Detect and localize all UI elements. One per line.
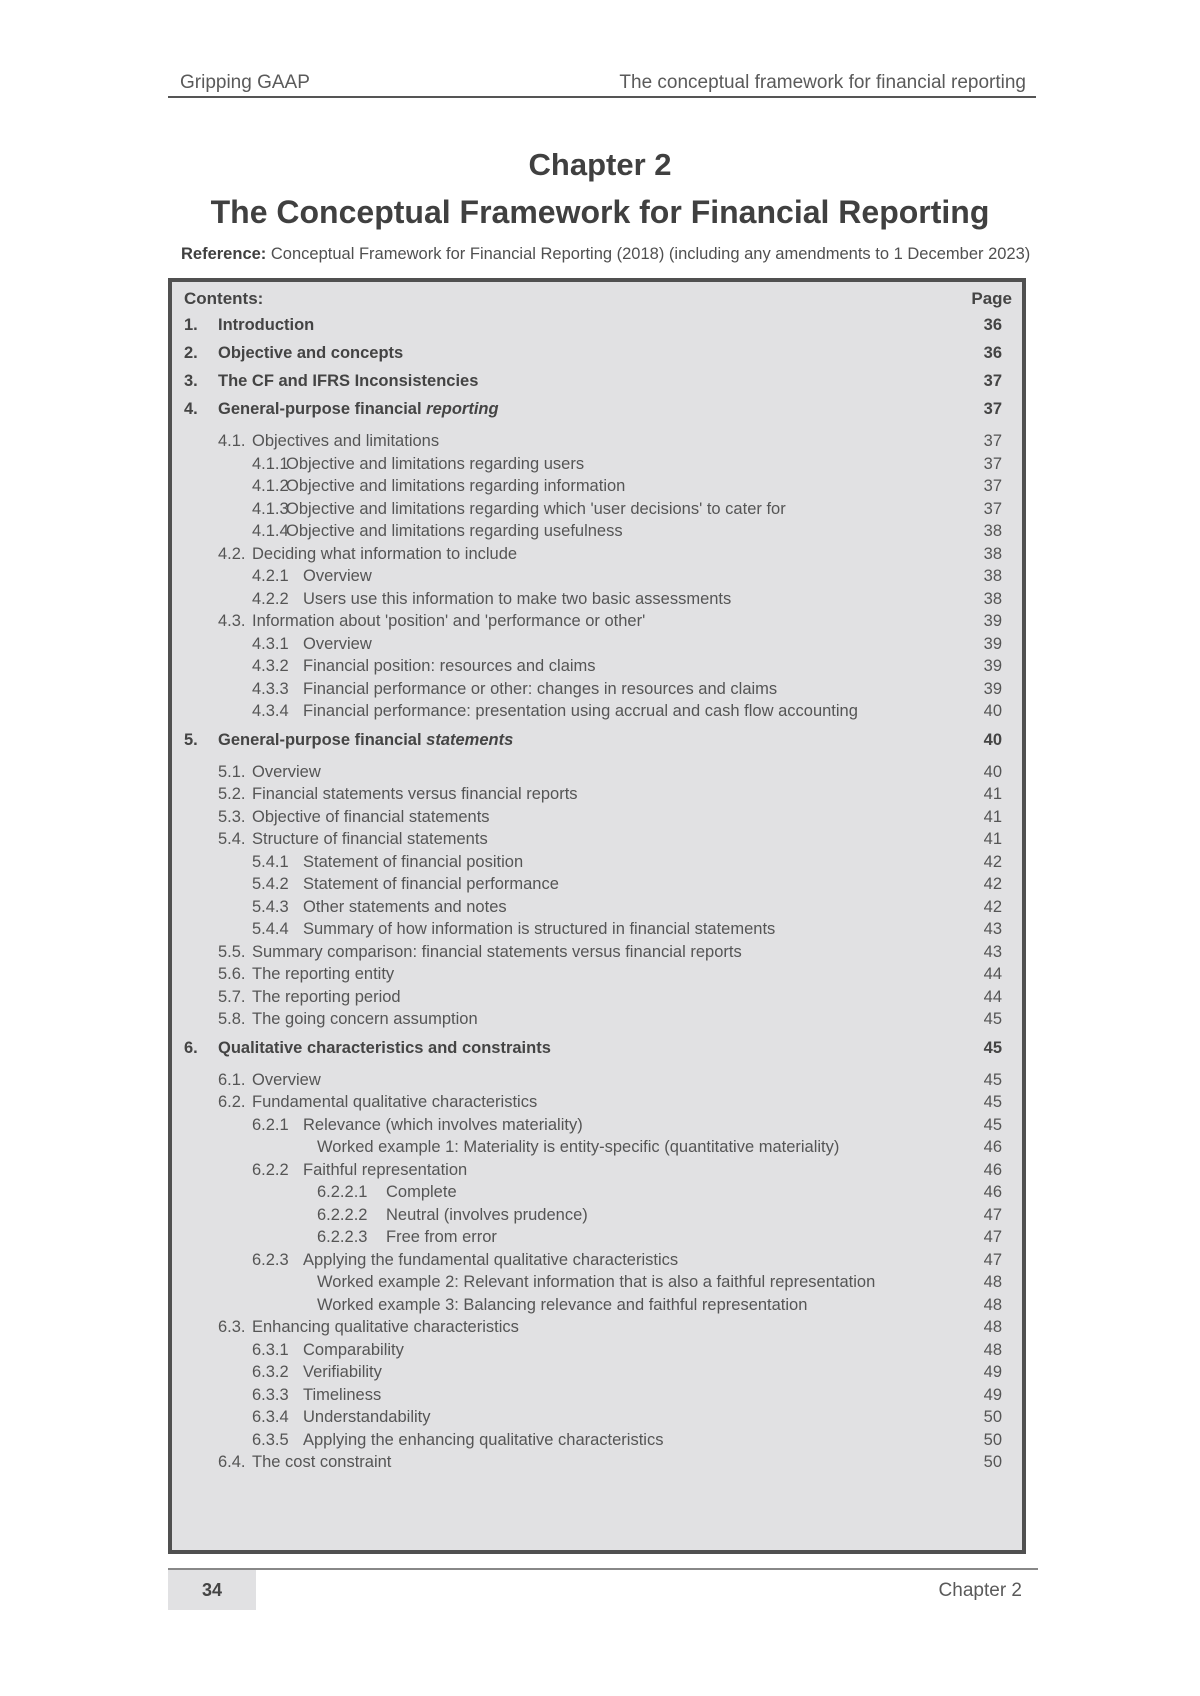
toc-entry-title [252, 1091, 537, 1113]
toc-entry-page: 36 [983, 316, 1002, 334]
contents-heading: Contents: [184, 289, 264, 308]
toc-entry-number: 5. [184, 730, 198, 749]
toc-entry-title-text: Financial performance or other: changes in resources and claims [303, 679, 778, 698]
toc-entry-number: 4.3.2 [252, 657, 289, 675]
toc-entry-title-text: Worked example 2: Relevant information that is also a faithful representation [317, 1273, 876, 1291]
toc-entry-title [386, 1226, 497, 1248]
toc-entry-title [317, 1294, 807, 1316]
toc-entry-title-text: Introduction [218, 316, 315, 334]
toc-entry-number: 5.4. [218, 830, 246, 848]
toc-entry-title-text: Objective and limitations regarding which 'user decisions' to cater for [286, 499, 786, 518]
toc-entry [172, 370, 1022, 392]
toc-entry-page: 45 [983, 1070, 1002, 1089]
toc-entry-number: 6.2.1 [252, 1115, 289, 1134]
toc-entry [172, 1249, 1022, 1271]
toc-entry [172, 963, 1022, 985]
toc-entry [172, 761, 1022, 783]
toc-entry-title-text: Verifiability [303, 1363, 382, 1381]
toc-entry-title-text: General-purpose financial [218, 400, 422, 418]
toc-entry-page: 37 [983, 477, 1002, 495]
toc-entry-title-text: Timeliness [303, 1385, 382, 1404]
toc-entry-title-text: Financial statements versus financial reports [252, 785, 578, 803]
toc-entry-page: 38 [983, 567, 1002, 585]
toc-entry-number: 6.3.5 [252, 1430, 289, 1449]
toc-entry [172, 873, 1022, 895]
toc-entry [172, 1204, 1022, 1226]
toc-entry [172, 1271, 1022, 1293]
toc-entry-number: 4.1.2 [252, 477, 289, 495]
toc-entry-page: 36 [983, 344, 1002, 362]
toc-entry-number: 6.3.1 [252, 1340, 289, 1359]
toc-entry-page: 39 [983, 657, 1002, 675]
page-column-heading: Page [971, 289, 1012, 308]
toc-entry [172, 1339, 1022, 1361]
footer-chapter: Chapter 2 [938, 1580, 1022, 1601]
toc-entry-page: 37 [983, 432, 1002, 450]
toc-entry-title-text: Worked example 3: Balancing relevance and faithful representation [317, 1295, 808, 1314]
toc-entry [172, 1091, 1022, 1113]
toc-entry-title-text: Financial position: resources and claims [303, 657, 596, 675]
toc-entry-number: 6.2.2.2 [317, 1205, 368, 1224]
toc-entry-title [286, 498, 786, 520]
toc-entry-page: 41 [983, 830, 1002, 848]
toc-entry-page: 47 [983, 1228, 1002, 1246]
toc-entry-title [303, 918, 775, 940]
header-chapter-title: The conceptual framework for financial reporting [619, 72, 1026, 93]
toc-entry-title [252, 806, 490, 828]
toc-entry-number: 6.3.4 [252, 1408, 289, 1426]
toc-entry-number: 4.1.4 [252, 522, 289, 540]
toc-entry-number: 6.2.2 [252, 1160, 289, 1179]
toc-entry-title [303, 633, 372, 655]
toc-entry-title [386, 1204, 588, 1226]
toc-entry-title-text: The reporting period [252, 987, 401, 1006]
toc-entry-title [303, 873, 559, 895]
toc-entry [172, 1069, 1022, 1091]
toc-entry-number: 5.7. [218, 987, 246, 1006]
toc-entry-title-text: The CF and IFRS Inconsistencies [218, 372, 479, 390]
toc-entry-number: 6.4. [218, 1453, 246, 1471]
toc-entry-page: 40 [983, 702, 1002, 720]
toc-entry-number: 5.4.3 [252, 897, 289, 916]
toc-entry [172, 655, 1022, 677]
toc-entry-number: 4.1.3 [252, 499, 289, 518]
toc-entry-page: 48 [983, 1295, 1002, 1314]
toc-entry-title [286, 453, 584, 475]
toc-entry [172, 1226, 1022, 1248]
toc-entry-title-text: Objective and limitations regarding usefulness [286, 522, 623, 540]
toc-entry-title [252, 1008, 478, 1030]
toc-entry-title-text: Financial performance: presentation using accrual and cash flow accounting [303, 702, 858, 720]
toc-entry [172, 543, 1022, 565]
toc-entry-page: 42 [983, 875, 1002, 893]
toc-entry-page: 37 [983, 454, 1002, 473]
toc-entry [172, 851, 1022, 873]
toc-entry-title-text: Free from error [386, 1228, 497, 1246]
toc-entry-title [252, 761, 321, 783]
toc-entry [172, 806, 1022, 828]
toc-entry-page: 43 [983, 942, 1002, 961]
reference-text: Conceptual Framework for Financial Reporting (2018) (including any amendments to 1 December 2023) [270, 245, 1031, 263]
toc-entry-number: 4.2.2 [252, 589, 289, 608]
toc-entry-number: 5.4.4 [252, 920, 289, 938]
toc-entry [172, 729, 1022, 751]
toc-entry-number: 6.3. [218, 1318, 246, 1336]
toc-entry [172, 700, 1022, 722]
toc-entry-title-text: Other statements and notes [303, 897, 507, 916]
toc-entry-title [303, 588, 731, 610]
toc-entry-page: 50 [983, 1408, 1002, 1426]
toc-entry-page: 47 [983, 1205, 1002, 1224]
toc-entry-number: 4.1.1 [252, 454, 289, 473]
toc-entry-title-text: Objective and concepts [218, 344, 404, 362]
toc-entry [172, 1114, 1022, 1136]
toc-entry [172, 1136, 1022, 1158]
toc-entry-title [218, 398, 499, 420]
toc-entry-title [303, 655, 596, 677]
toc-entry-title [218, 314, 314, 336]
toc-entry [172, 1159, 1022, 1181]
toc-entry-number: 3. [184, 372, 198, 390]
toc-entry-number: 5.5. [218, 942, 246, 961]
toc-entry-number: 4.3.4 [252, 702, 289, 720]
toc-entry-title-text: Information about 'position' and 'performance or other' [252, 612, 646, 630]
toc-entry-title [303, 1384, 381, 1406]
chapter-number: Chapter 2 [528, 147, 672, 182]
toc-entry-title [252, 610, 645, 632]
toc-entry-page: 50 [983, 1453, 1002, 1471]
page-number: 34 [168, 1570, 256, 1610]
toc-entry-page: 49 [983, 1363, 1002, 1381]
toc-entry-number: 4.3.1 [252, 634, 289, 653]
toc-entry-page: 45 [983, 1093, 1002, 1111]
toc-entry-title-text: Objective and limitations regarding information [286, 477, 626, 495]
toc-entry-title [303, 851, 523, 873]
toc-entry-number: 6.2.3 [252, 1250, 289, 1269]
toc-entry [172, 520, 1022, 542]
toc-entry-title [303, 896, 507, 918]
toc-entry-title-text: Qualitative characteristics and constraints [218, 1038, 551, 1057]
toc-entry-number: 5.2. [218, 785, 246, 803]
toc-entry-title-text: Faithful representation [303, 1160, 468, 1179]
toc-entry [172, 588, 1022, 610]
toc-entry-page: 46 [983, 1160, 1002, 1179]
toc-entry-number: 4.2.1 [252, 567, 289, 585]
toc-entry-number: 6.2.2.1 [317, 1183, 368, 1201]
toc-entry-title-emphasis: statements [426, 730, 514, 749]
toc-entry [172, 314, 1022, 336]
toc-entry [172, 430, 1022, 452]
toc-entry [172, 986, 1022, 1008]
toc-entry-title-text: General-purpose financial [218, 730, 422, 749]
chapter-title: The Conceptual Framework for Financial Reporting [210, 194, 990, 230]
table-of-contents [168, 278, 1026, 1554]
toc-entry-page: 48 [983, 1340, 1002, 1359]
toc-entry-title [286, 475, 625, 497]
toc-entry [172, 783, 1022, 805]
toc-entry-title [218, 342, 403, 364]
toc-entry-page: 39 [983, 634, 1002, 653]
toc-entry-page: 41 [983, 785, 1002, 803]
toc-entry-title [303, 700, 858, 722]
toc-entry-number: 6.2. [218, 1093, 246, 1111]
toc-entry-page: 39 [983, 679, 1002, 698]
toc-entry-title [252, 543, 517, 565]
toc-entry-title [303, 565, 372, 587]
toc-entry-title [303, 1406, 431, 1428]
toc-entry-title-text: Applying the enhancing qualitative characteristics [303, 1430, 664, 1449]
toc-entry-number: 5.8. [218, 1010, 246, 1028]
toc-entry-page: 48 [983, 1318, 1002, 1336]
reference-line [181, 245, 1030, 264]
toc-entry [172, 475, 1022, 497]
toc-entry-page: 49 [983, 1385, 1002, 1404]
toc-entry-number: 5.4.1 [252, 852, 289, 871]
toc-entry-page: 42 [983, 852, 1002, 871]
toc-entry-page: 38 [983, 589, 1002, 608]
toc-entry-title [252, 1316, 519, 1338]
toc-entry [172, 918, 1022, 940]
toc-entry-page: 37 [983, 400, 1002, 418]
toc-entry-number: 4. [184, 400, 198, 418]
toc-entry [172, 398, 1022, 420]
toc-entry-title-text: Users use this information to make two basic assessments [303, 589, 732, 608]
toc-entry-page: 46 [983, 1183, 1002, 1201]
toc-entry-page: 39 [983, 612, 1002, 630]
toc-entry-title-emphasis: reporting [426, 400, 499, 418]
toc-entry [172, 828, 1022, 850]
toc-entry-title-text: Structure of financial statements [252, 830, 488, 848]
toc-entry [172, 342, 1022, 364]
toc-entry-title [218, 370, 478, 392]
toc-entry [172, 610, 1022, 632]
toc-entry-number: 6.3.2 [252, 1363, 289, 1381]
toc-entry-title [303, 1249, 678, 1271]
toc-entry [172, 1429, 1022, 1451]
toc-entry [172, 1406, 1022, 1428]
toc-entry-title [252, 1069, 321, 1091]
toc-entry-number: 5.6. [218, 965, 246, 983]
toc-entry-page: 38 [983, 544, 1002, 563]
toc-entry-title-text: Applying the fundamental qualitative characteristics [303, 1250, 679, 1269]
toc-entry-page: 50 [983, 1430, 1002, 1449]
toc-entry-title-text: Comparability [303, 1340, 404, 1359]
toc-entry-title [252, 986, 401, 1008]
toc-entry-page: 48 [983, 1273, 1002, 1291]
toc-entry-title-text: Enhancing qualitative characteristics [252, 1318, 519, 1336]
toc-entry-title-text: The going concern assumption [252, 1010, 478, 1028]
toc-entry-title-text: Overview [303, 634, 372, 653]
toc-entry-title-text: Fundamental qualitative characteristics [252, 1093, 538, 1111]
toc-entry-page: 45 [983, 1115, 1002, 1134]
toc-entry-title [303, 1159, 467, 1181]
toc-entry-title-text: Neutral (involves prudence) [386, 1205, 588, 1224]
toc-entry-number: 6. [184, 1038, 198, 1057]
toc-entry-title [303, 1361, 382, 1383]
toc-entry-title-text: The cost constraint [252, 1453, 392, 1471]
header-book-title: Gripping GAAP [180, 72, 310, 93]
toc-entry-page: 44 [983, 965, 1002, 983]
toc-entry-title [252, 941, 742, 963]
toc-entry-page: 37 [983, 372, 1002, 390]
toc-entry [172, 1451, 1022, 1473]
toc-entry-title-text: Statement of financial performance [303, 875, 559, 893]
toc-entry-title-text: Objective and limitations regarding users [286, 454, 585, 473]
toc-entry-title-text: Overview [303, 567, 372, 585]
toc-entry-page: 41 [983, 807, 1002, 826]
toc-entry [172, 565, 1022, 587]
toc-entry-title [317, 1271, 875, 1293]
toc-entry [172, 678, 1022, 700]
toc-entry-number: 4.3. [218, 612, 246, 630]
toc-entry-title [218, 1037, 551, 1059]
toc-entry-title [303, 1339, 404, 1361]
toc-entry-page: 45 [983, 1010, 1002, 1028]
toc-entry-title [386, 1181, 457, 1203]
toc-entry-number: 2. [184, 344, 198, 362]
toc-entry-title [303, 1429, 663, 1451]
toc-entry-page: 47 [983, 1250, 1002, 1269]
toc-entry-title-text: Complete [386, 1183, 457, 1201]
toc-entry-title-text: Relevance (which involves materiality) [303, 1115, 583, 1134]
toc-entry-title [252, 783, 578, 805]
reference-label: Reference: [181, 245, 267, 263]
toc-entry-title-text: Statement of financial position [303, 852, 524, 871]
toc-entry [172, 633, 1022, 655]
toc-entry-page: 37 [983, 499, 1002, 518]
toc-entry-number: 6.3.3 [252, 1385, 289, 1404]
toc-entry-title [252, 963, 394, 985]
toc-entry-title [303, 678, 777, 700]
toc-entry [172, 941, 1022, 963]
toc-entry-title [303, 1114, 583, 1136]
toc-entry [172, 498, 1022, 520]
toc-entry-title [286, 520, 623, 542]
toc-entry [172, 1181, 1022, 1203]
footer-rule [168, 1568, 1038, 1570]
toc-entry-number: 1. [184, 316, 198, 334]
toc-entry-title-text: The reporting entity [252, 965, 395, 983]
toc-entry-title [252, 828, 488, 850]
toc-entry-number: 6.2.2.3 [317, 1228, 368, 1246]
toc-entry-title-text: Objectives and limitations [252, 432, 440, 450]
toc-entry [172, 1316, 1022, 1338]
toc-entry-number: 5.3. [218, 807, 246, 826]
toc-entry-title [317, 1136, 839, 1158]
toc-entry-title-text: Overview [252, 762, 321, 781]
toc-entry-title-text: Overview [252, 1070, 321, 1089]
toc-entry-title [252, 430, 439, 452]
toc-entry-title-text: Objective of financial statements [252, 807, 490, 826]
toc-entry-page: 44 [983, 987, 1002, 1006]
toc-entry-title-text: Summary comparison: financial statements versus financial reports [252, 942, 742, 961]
toc-entry-page: 45 [983, 1038, 1002, 1057]
toc-entry-page: 42 [983, 897, 1002, 916]
toc-entry-title [252, 1451, 391, 1473]
running-header [168, 72, 1036, 98]
toc-entry-page: 40 [983, 730, 1002, 749]
toc-entry-page: 40 [983, 762, 1002, 781]
toc-entry [172, 1361, 1022, 1383]
toc-entry-title [218, 729, 513, 751]
toc-entry-number: 5.4.2 [252, 875, 289, 893]
toc-entry [172, 1294, 1022, 1316]
toc-entry [172, 1037, 1022, 1059]
toc-entry-number: 6.1. [218, 1070, 246, 1089]
toc-entry-number: 4.3.3 [252, 679, 289, 698]
toc-entry [172, 896, 1022, 918]
toc-entry-page: 46 [983, 1138, 1002, 1156]
toc-entry-title-text: Summary of how information is structured in financial statements [303, 920, 776, 938]
toc-entry [172, 453, 1022, 475]
toc-entry-title-text: Deciding what information to include [252, 544, 518, 563]
toc-entry-page: 43 [983, 920, 1002, 938]
toc-entry [172, 1384, 1022, 1406]
toc-entry-title-text: Worked example 1: Materiality is entity-specific (quantitative materiality) [317, 1138, 840, 1156]
toc-entry-number: 4.1. [218, 432, 246, 450]
toc-entry-page: 38 [983, 522, 1002, 540]
toc-entry [172, 1008, 1022, 1030]
toc-entry-number: 5.1. [218, 762, 246, 781]
toc-entry-title-text: Understandability [303, 1408, 431, 1426]
toc-entry-number: 4.2. [218, 544, 246, 563]
